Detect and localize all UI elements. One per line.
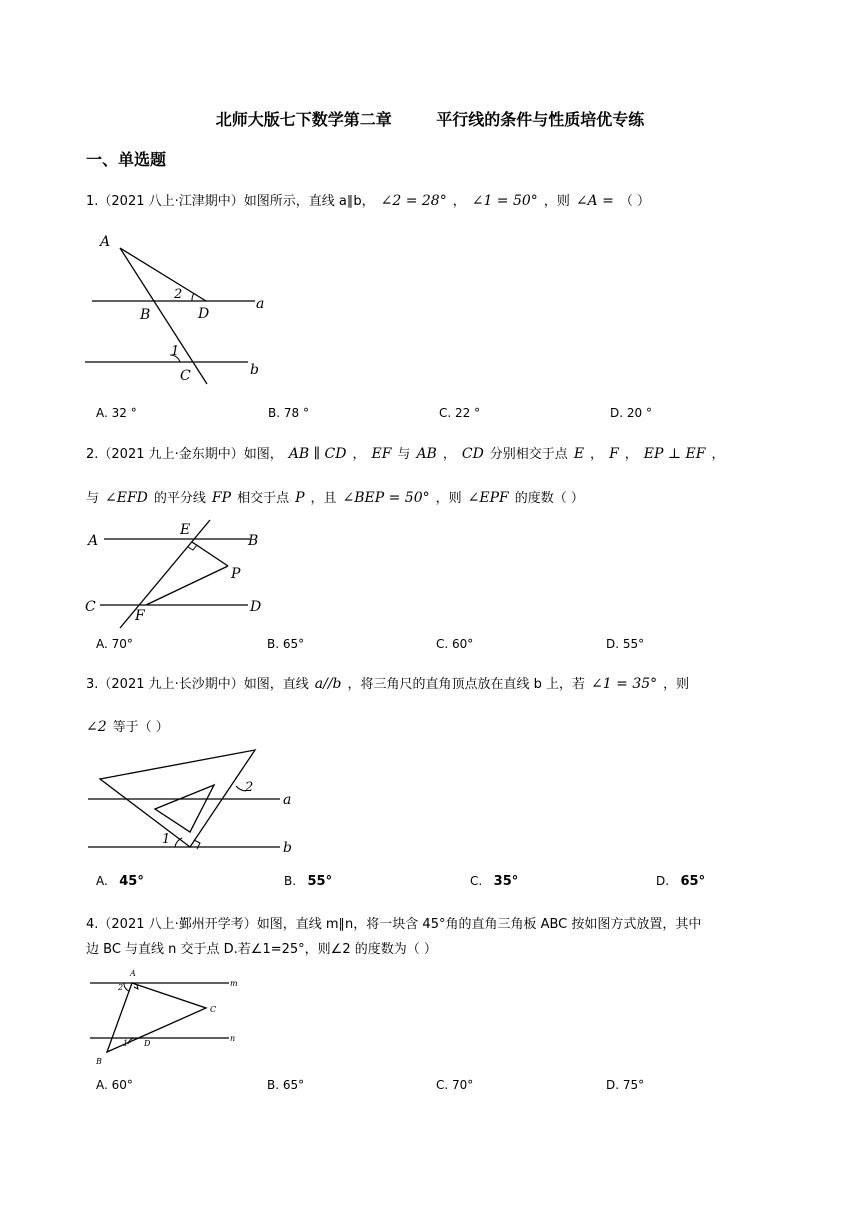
question-2-text-line2 — [86, 487, 584, 506]
q4-option-a[interactable]: A. 60° — [96, 1078, 133, 1092]
q1-label-D: D — [198, 306, 210, 322]
q2-label-B: B — [248, 533, 259, 549]
q3-label-a: a — [283, 792, 292, 808]
q2-label-A: A — [88, 533, 99, 549]
q3-option-d-value: 65° — [680, 874, 706, 889]
q4-label-B: B — [96, 1057, 102, 1066]
q3-option-c-letter: C. — [470, 874, 483, 888]
q1-label-a: a — [256, 296, 265, 312]
q2-label-D: D — [250, 599, 262, 615]
q2-math-angleEPF: ∠EPF — [467, 490, 509, 506]
q4-angle2-arc — [124, 983, 129, 991]
q3-option-a[interactable] — [96, 874, 144, 889]
q4-label-1: 1 — [123, 1039, 129, 1048]
q3-math-angle1: ∠1 = 35° — [591, 676, 658, 692]
q2-segment-EP — [192, 542, 228, 566]
q4-option-b[interactable]: B. 65° — [267, 1078, 305, 1092]
q1-prefix: 1.（2021 八上·江津期中）如图所示，直线 a∥b， — [86, 194, 375, 209]
q2-text: ，且 — [310, 491, 337, 506]
q3-option-a-value: 45° — [119, 874, 144, 889]
q1-label-A: A — [100, 234, 111, 250]
q4-label-m: m — [230, 979, 238, 988]
q2-text: 分别相交于点 — [489, 447, 568, 462]
q3-math-angle2: ∠2 — [86, 719, 107, 735]
q2-math-CD: CD — [461, 446, 484, 462]
q3-math-parallel: a//b — [314, 676, 342, 692]
q1-option-b[interactable]: B. 78 ° — [268, 406, 309, 420]
q3-figure — [80, 746, 320, 860]
q3-option-b[interactable] — [284, 874, 332, 889]
q1-figure — [80, 228, 280, 390]
question-4-text-line1: 4.（2021 八上·鄞州开学考）如图，直线 m∥n，将一块含 45°角的直角三角板 ABC 按如图方式放置，其中 — [86, 917, 702, 932]
q1-segment-AD — [120, 248, 206, 301]
q1-label-2: 2 — [174, 287, 183, 302]
q2-label-E: E — [180, 522, 191, 538]
q2-option-d[interactable]: D. 55° — [606, 637, 645, 651]
q1-transversal-AC — [120, 248, 210, 384]
q3-text: ，则 — [663, 677, 690, 692]
q1-option-d[interactable]: D. 20 ° — [610, 406, 652, 420]
q2-label-P: P — [231, 566, 241, 582]
q2-math-P: P — [295, 490, 305, 506]
q3-prefix: 3.（2021 九上·长沙期中）如图，直线 — [86, 677, 309, 692]
question-3-text-line1 — [86, 673, 689, 692]
q4-label-C: C — [210, 1005, 217, 1014]
q2-comma: ， — [590, 447, 604, 462]
q2-segment-FP — [146, 566, 228, 605]
q2-label-F: F — [135, 608, 145, 624]
section-heading: 一、单选题 — [86, 150, 167, 169]
q3-option-a-letter: A. — [96, 874, 108, 888]
q4-label-2: 2 — [118, 983, 124, 992]
q1-paren: （ ） — [619, 194, 650, 209]
q3-label-b: b — [283, 840, 292, 856]
q3-option-c[interactable] — [470, 874, 518, 889]
q2-math-AB: AB — [416, 446, 437, 462]
q2-math-F: F — [609, 446, 619, 462]
q2-text: 与 — [397, 447, 411, 462]
q3-option-c-value: 35° — [493, 874, 519, 889]
q1-option-c[interactable]: C. 22 ° — [439, 406, 481, 420]
q3-option-d[interactable] — [656, 874, 705, 889]
q2-comma: ， — [711, 447, 725, 462]
q1-label-C: C — [180, 368, 191, 384]
q3-right-angle-mark — [194, 840, 200, 849]
q4-label-n: n — [230, 1034, 236, 1043]
q2-option-c[interactable]: C. 60° — [436, 637, 474, 651]
q1-label-1: 1 — [171, 344, 180, 359]
q1-label-b: b — [250, 362, 259, 378]
q1-math-angle2: ∠2 = 28° — [380, 193, 447, 209]
q2-math-angleEFD: ∠EFD — [105, 490, 148, 506]
q2-text: 的平分线 — [153, 491, 206, 506]
q4-option-c[interactable]: C. 70° — [436, 1078, 474, 1092]
question-1-text — [86, 190, 650, 209]
q1-mid: ，则 — [543, 194, 570, 209]
q3-label-2: 2 — [245, 780, 254, 795]
q3-label-1: 1 — [162, 832, 171, 847]
q2-transversal-EF — [120, 520, 210, 628]
document-title: 北师大版七下数学第二章 平行线的条件与性质培优专练 — [215, 110, 645, 129]
q2-text: 的度数（ ） — [514, 491, 584, 506]
q2-math-E: E — [573, 446, 585, 462]
q4-right-angle-mark — [134, 985, 138, 989]
q1-label-B: B — [140, 307, 151, 323]
q4-label-D: D — [144, 1039, 151, 1048]
q3-option-b-letter: B. — [284, 874, 297, 888]
q2-comma: ， — [442, 447, 456, 462]
q1-angle2-arc — [192, 293, 194, 301]
q1-math-angleA: ∠A = — [575, 193, 614, 209]
q2-label-C: C — [85, 599, 96, 615]
q2-comma: ， — [624, 447, 638, 462]
q4-label-A: A — [130, 969, 136, 978]
question-3-text-line2 — [86, 716, 169, 735]
question-2-text-line1 — [86, 443, 724, 462]
q4-triangle-ABC — [107, 983, 206, 1052]
q2-option-a[interactable]: A. 70° — [96, 637, 133, 651]
q2-math-parallel: AB ∥ CD — [288, 446, 347, 462]
q2-option-b[interactable]: B. 65° — [267, 637, 305, 651]
q2-figure — [80, 516, 280, 634]
q2-text: 相交于点 — [237, 491, 290, 506]
q1-math-angle1: ∠1 = 50° — [471, 193, 538, 209]
question-4-text-line2: 边 BC 与直线 n 交于点 D.若∠1=25°，则∠2 的度数为（ ） — [86, 942, 437, 957]
q3-option-b-value: 55° — [307, 874, 333, 889]
q3-option-d-letter: D. — [656, 874, 670, 888]
q2-math-angleBEP: ∠BEP = 50° — [342, 490, 430, 506]
q1-sep: ， — [452, 194, 466, 209]
q4-figure — [84, 964, 254, 1070]
q2-prefix: 2.（2021 九上·金东期中）如图， — [86, 447, 283, 462]
q2-math-perp: EP ⊥ EF — [643, 446, 706, 462]
q3-text: 等于（ ） — [112, 720, 169, 735]
q2-math-EF: EF — [371, 446, 392, 462]
q3-text: ，将三角尺的直角顶点放在直线 b 上，若 — [347, 677, 586, 692]
q1-option-a[interactable]: A. 32 ° — [96, 406, 137, 420]
q2-text: ，则 — [435, 491, 462, 506]
q2-text: 与 — [86, 491, 100, 506]
q2-comma: ， — [352, 447, 366, 462]
q4-option-d[interactable]: D. 75° — [606, 1078, 645, 1092]
q2-math-FP: FP — [211, 490, 232, 506]
